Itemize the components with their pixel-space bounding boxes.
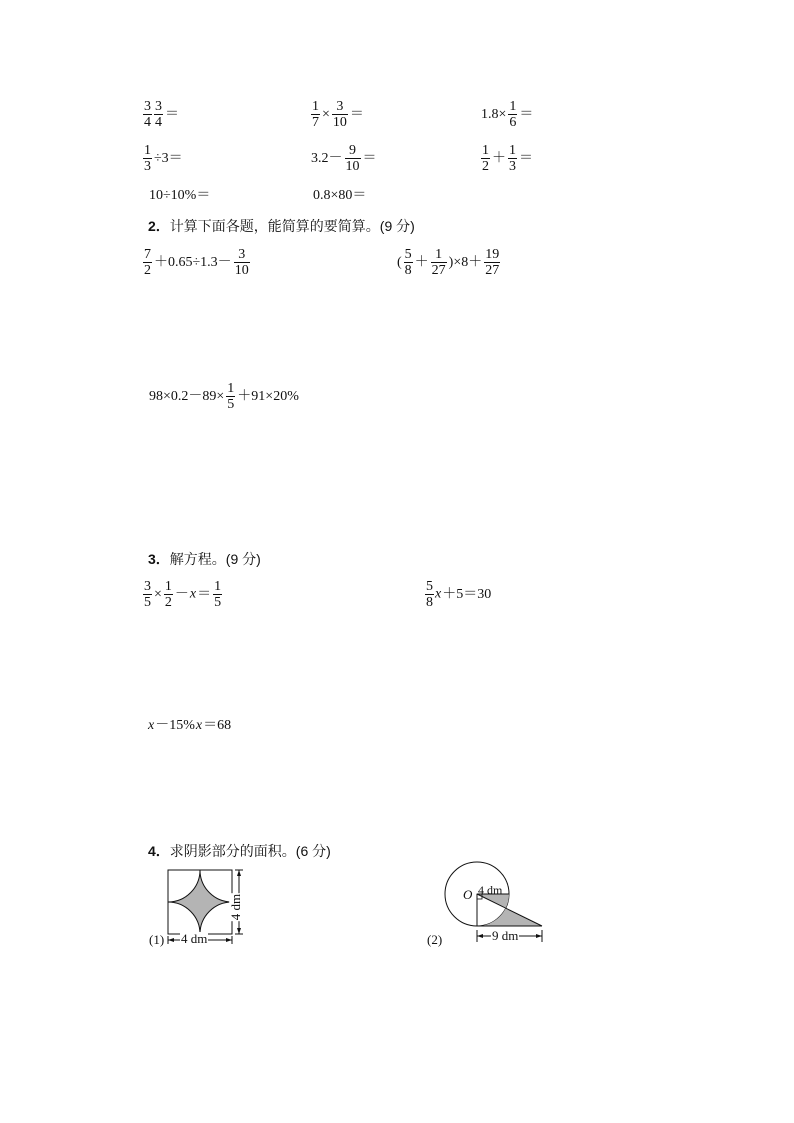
expression-text: － xyxy=(174,586,189,602)
oral-calc-3-2 xyxy=(312,188,367,204)
variable: x xyxy=(189,586,197,602)
expression-text: ＝ xyxy=(349,106,364,122)
section-4-number: 4． xyxy=(148,843,170,859)
section-3-title: 解方程。(9 分) xyxy=(169,551,261,567)
numerator: 1 xyxy=(431,247,447,263)
numerator: 19 xyxy=(485,247,500,262)
section-2-heading xyxy=(148,218,415,234)
figure-1-width-label: 4 dm xyxy=(181,931,208,946)
fraction xyxy=(332,99,348,130)
oral-calc-1-1 xyxy=(142,99,180,130)
fraction xyxy=(425,579,434,610)
denominator: 2 xyxy=(144,263,151,278)
section-2-number: 2． xyxy=(148,218,170,234)
expression-text: 0.8×80＝ xyxy=(313,188,367,203)
fraction xyxy=(143,143,152,174)
fraction xyxy=(143,579,152,610)
denominator: 3 xyxy=(509,159,516,174)
denominator: 7 xyxy=(312,115,319,130)
equation-3 xyxy=(148,718,232,734)
numerator: 1 xyxy=(164,579,172,594)
figure-2-center-label: O xyxy=(463,887,473,902)
section-4-heading xyxy=(148,843,331,859)
expression-text: ＝ xyxy=(519,150,533,166)
expression-text: ＝68 xyxy=(203,718,232,733)
calc-problem-1 xyxy=(142,247,251,278)
numerator: 3 xyxy=(332,99,348,115)
fraction xyxy=(143,99,152,130)
expression-text: )×8＋ xyxy=(448,254,483,270)
numerator: 3 xyxy=(234,247,250,263)
oral-calc-2-1 xyxy=(142,143,184,174)
oral-calc-2-2 xyxy=(310,143,378,174)
expression-text: ＝ xyxy=(197,586,212,602)
expression-text: × xyxy=(154,586,162,602)
numerator: 1 xyxy=(509,143,516,158)
expression-text: ＝ xyxy=(519,106,534,122)
oral-calc-2-3 xyxy=(480,143,534,174)
expression-text: ＋ xyxy=(492,150,506,166)
fraction xyxy=(143,247,152,278)
numerator: 1 xyxy=(227,381,235,396)
denominator: 8 xyxy=(426,595,433,610)
numerator: 1 xyxy=(214,579,222,594)
expression-text: ＋5＝30 xyxy=(442,586,492,602)
denominator: 4 xyxy=(155,115,162,130)
variable: x xyxy=(195,718,203,733)
fraction xyxy=(311,99,320,130)
expression-text: ＝ xyxy=(165,106,179,122)
numerator: 5 xyxy=(426,579,433,594)
denominator: 5 xyxy=(214,595,222,610)
denominator: 3 xyxy=(144,159,151,174)
figure-1-height-label: 4 dm xyxy=(228,893,244,921)
numerator: 1 xyxy=(482,143,489,158)
numerator: 9 xyxy=(345,143,361,159)
denominator: 5 xyxy=(144,595,151,610)
denominator: 6 xyxy=(509,115,517,130)
expression-text: －15% xyxy=(155,718,195,733)
expression-text: ＋0.65÷1.3－ xyxy=(154,254,232,270)
calc-problem-3 xyxy=(148,381,300,412)
fraction xyxy=(508,143,517,174)
expression-text: ÷3＝ xyxy=(154,150,183,166)
fraction xyxy=(154,99,163,130)
expression-text: 10÷10%＝ xyxy=(149,188,211,203)
numerator: 3 xyxy=(155,99,162,114)
oral-calc-1-3 xyxy=(480,99,534,130)
fraction xyxy=(164,579,173,610)
denominator: 2 xyxy=(482,159,489,174)
variable: x xyxy=(148,718,155,733)
expression-text: × xyxy=(322,106,330,122)
numerator: 1 xyxy=(312,99,319,114)
denominator: 10 xyxy=(345,159,360,174)
equation-2 xyxy=(424,579,492,610)
numerator: 1 xyxy=(509,99,517,114)
fraction xyxy=(404,247,413,278)
figure-1-label: (1) xyxy=(149,932,165,947)
fraction xyxy=(234,247,250,278)
section-3-heading xyxy=(148,551,261,567)
figure-2-radius-label: 4 dm xyxy=(478,883,503,897)
section-4-title: 求阴影部分的面积。(6 分) xyxy=(169,843,331,859)
denominator: 4 xyxy=(144,115,151,130)
expression-text: ＝ xyxy=(362,150,377,166)
expression-text: 3.2－ xyxy=(311,150,343,166)
fraction xyxy=(481,143,490,174)
fraction xyxy=(508,99,517,130)
numerator: 3 xyxy=(144,99,151,114)
numerator: 3 xyxy=(144,579,151,594)
denominator: 8 xyxy=(404,263,412,278)
section-2-title: 计算下面各题，能简算的要简算。(9 分) xyxy=(169,218,415,234)
fraction xyxy=(345,143,361,174)
variable: x xyxy=(435,586,442,602)
denominator: 10 xyxy=(332,115,347,130)
equation-1 xyxy=(142,579,223,610)
fraction xyxy=(431,247,447,278)
denominator: 27 xyxy=(431,263,446,278)
fraction xyxy=(484,247,500,278)
expression-text: ＋ xyxy=(414,254,429,270)
section-3-number: 3． xyxy=(148,551,170,567)
figure-2-label: (2) xyxy=(427,932,443,947)
expression-text: 1.8× xyxy=(481,106,507,122)
expression-text: ＋91×20% xyxy=(237,388,299,404)
numerator: 5 xyxy=(404,247,412,262)
denominator: 10 xyxy=(234,263,249,278)
expression-text: 98×0.2－89× xyxy=(149,388,225,404)
numerator: 1 xyxy=(144,143,151,158)
oral-calc-3-1 xyxy=(148,188,211,204)
denominator: 27 xyxy=(485,263,500,278)
denominator: 2 xyxy=(164,595,172,610)
numerator: 7 xyxy=(144,247,151,262)
fraction xyxy=(213,579,222,610)
denominator: 5 xyxy=(227,397,235,412)
calc-problem-2 xyxy=(396,247,501,278)
figure-1-shaded-region xyxy=(168,870,232,934)
oral-calc-1-2 xyxy=(310,99,365,130)
figure-2-base-label: 9 dm xyxy=(492,928,519,943)
expression-text: ( xyxy=(397,254,402,270)
fraction xyxy=(226,381,235,412)
